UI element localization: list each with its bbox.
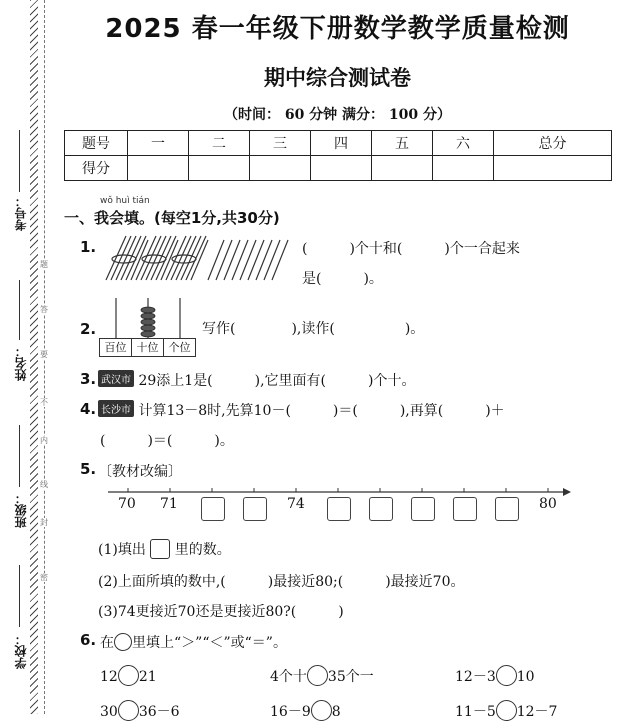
compare-left: 16－9 — [270, 704, 311, 720]
page-subtitle: 期中综合测试卷 — [264, 66, 411, 90]
question-text: 29添上1是( ),它里面有( )个十。 — [138, 373, 416, 389]
compare-right: 10 — [516, 669, 535, 685]
binding-margin — [0, 0, 60, 714]
compare-item — [455, 665, 535, 686]
score-input-cell[interactable] — [311, 156, 372, 181]
score-table — [64, 130, 612, 181]
question-text: (2)上面所填的数中,( )最接近80;( )最接近70。 — [98, 574, 465, 590]
question-number: 5. — [80, 460, 97, 478]
class-line — [19, 425, 20, 487]
name-label: 姓名： — [14, 345, 28, 381]
numberline-answer-box[interactable] — [369, 497, 393, 521]
compare-left: 12 — [100, 669, 118, 685]
compare-right: 21 — [138, 669, 157, 685]
square-icon — [150, 539, 170, 559]
numberline-label: 71 — [160, 496, 178, 512]
seal-char: 线 — [40, 480, 48, 489]
seal-char: 不 — [40, 398, 48, 407]
subquestion — [98, 539, 231, 559]
seal-char: 题 — [40, 260, 48, 269]
region-tag: 武汉市 — [98, 370, 134, 387]
name-line — [19, 280, 20, 340]
question-line — [98, 370, 415, 390]
score-input-cell[interactable] — [128, 156, 189, 181]
compare-circle[interactable] — [311, 700, 332, 721]
exam-meta: （时间： 60 分钟 满分： 100 分） — [223, 107, 452, 123]
question-number: 2. — [80, 320, 97, 338]
question-text: 是( )。 — [302, 271, 383, 287]
compare-item — [100, 700, 180, 721]
compare-item — [100, 665, 157, 686]
question-text: (1)填出 — [98, 542, 146, 558]
compare-right: 35个一 — [327, 669, 374, 685]
compare-item — [455, 700, 557, 721]
compare-circle[interactable] — [496, 700, 517, 721]
compare-right: 36－6 — [138, 704, 180, 720]
compare-left: 4个十 — [270, 669, 307, 685]
numberline-label: 74 — [287, 496, 305, 512]
score-cell: 四 — [311, 131, 372, 156]
score-input-cell[interactable] — [250, 156, 311, 181]
school-label: 学校： — [14, 633, 28, 669]
stick-bundle — [166, 236, 208, 280]
question-text: ( )个十和( )个一合起来 — [302, 241, 520, 257]
seal-char: 要 — [40, 350, 48, 359]
binding-hatch — [30, 0, 38, 714]
class-label: 班级： — [14, 492, 28, 528]
numberline-answer-box[interactable] — [201, 497, 225, 521]
score-cell: 五 — [372, 131, 433, 156]
numberline-answer-box[interactable] — [327, 497, 351, 521]
score-input-cell[interactable] — [494, 156, 612, 181]
score-cell: 六 — [433, 131, 494, 156]
score-cell: 二 — [189, 131, 250, 156]
numberline-answer-box[interactable] — [495, 497, 519, 521]
section-pinyin: wǒ huì tián — [100, 196, 150, 206]
score-cell: 总分 — [494, 131, 612, 156]
numberline-label: 80 — [539, 496, 557, 512]
exam-number-label: 考号： — [14, 195, 28, 231]
score-table-score-row — [65, 156, 612, 181]
question-number: 3. — [80, 370, 97, 388]
score-table-header-row — [65, 131, 612, 156]
question-number: 6. — [80, 631, 97, 649]
question-line — [100, 632, 287, 652]
compare-left: 30 — [100, 704, 118, 720]
compare-right: 8 — [331, 704, 341, 720]
numberline-answer-box[interactable] — [411, 497, 435, 521]
compare-circle[interactable] — [118, 700, 139, 721]
compare-circle[interactable] — [496, 665, 517, 686]
question-text: 写作( ),读作( )。 — [202, 321, 425, 337]
score-input-cell[interactable] — [372, 156, 433, 181]
seal-char: 答 — [40, 305, 48, 314]
question-text: 里填上“＞”“＜”或“＝”。 — [132, 635, 287, 651]
compare-circle[interactable] — [118, 665, 139, 686]
score-cell: 题号 — [65, 131, 128, 156]
loose-sticks — [208, 240, 288, 280]
numberline-label: 70 — [118, 496, 136, 512]
score-cell: 一 — [128, 131, 189, 156]
score-cell: 三 — [250, 131, 311, 156]
numberline-answer-box[interactable] — [243, 497, 267, 521]
section-title: 一、我会填。(每空1分,共30分) — [64, 209, 280, 227]
score-input-cell[interactable] — [433, 156, 494, 181]
score-cell: 得分 — [65, 156, 128, 181]
question-text: 计算13－8时,先算10－( )＝( ),再算( )＋ — [138, 403, 505, 419]
question-number: 1. — [80, 238, 97, 256]
place-label: 十位 — [131, 338, 164, 357]
compare-right: 12－7 — [516, 704, 558, 720]
question-text: 在 — [100, 635, 114, 651]
question-text: 〔教材改编〕 — [98, 464, 182, 480]
question-number: 4. — [80, 400, 97, 418]
numberline-answer-box[interactable] — [453, 497, 477, 521]
compare-circle[interactable] — [307, 665, 328, 686]
question-line — [98, 400, 505, 420]
seal-char: 内 — [40, 436, 48, 445]
page-title: 2025 春一年级下册数学教学质量检测 — [105, 14, 570, 44]
compare-item — [270, 665, 374, 686]
question-text: (3)74更接近70还是更接近80?( ) — [98, 604, 344, 620]
place-label: 百位 — [99, 338, 132, 357]
question-text: ( )＝( )。 — [100, 433, 234, 449]
score-input-cell[interactable] — [189, 156, 250, 181]
seal-char: 封 — [40, 518, 48, 527]
sticks-illustration — [100, 232, 295, 287]
compare-left: 11－5 — [455, 704, 496, 720]
school-line — [19, 565, 20, 627]
exam-number-line — [19, 130, 20, 192]
compare-item — [270, 700, 341, 721]
compare-left: 12－3 — [455, 669, 496, 685]
place-label: 个位 — [163, 338, 196, 357]
region-tag: 长沙市 — [98, 400, 134, 417]
question-text: 里的数。 — [174, 542, 231, 558]
seal-char: 密 — [40, 573, 48, 582]
circle-icon — [114, 633, 132, 651]
abacus-illustration — [100, 298, 196, 340]
